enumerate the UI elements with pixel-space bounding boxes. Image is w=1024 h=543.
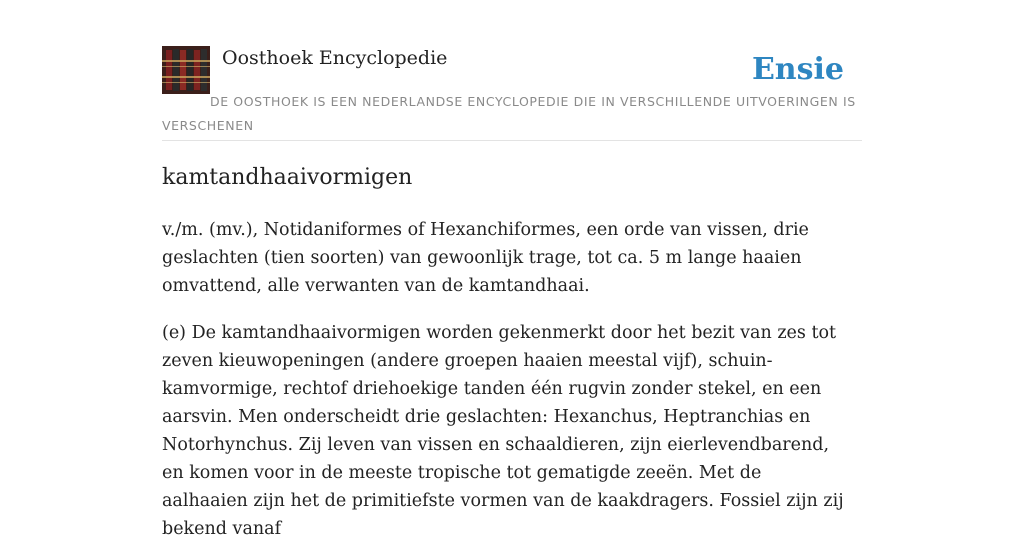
article-title: kamtandhaaivormigen [162, 165, 413, 190]
article-paragraph: (e) De kamtandhaaivormigen worden gekenmerkt door het bezit van zes tot zeven kieuwopeningen (andere groepen haaien meestal vijf), schuin-kamvormige, rechtof driehoekige tanden één rugvin zonder stekel, en een aarsvin. Men onderscheidt drie geslachten: Hexanchus, Heptranchias en Notorhynchus. Zij leven van vissen en schaaldieren, zijn eierlevendbarend, en komen voor in de meeste tropische tot gematigde zeeën. Met de aalhaaien zijn het de primitiefste vormen van de kaakdragers. Fossiel zijn zij bekend vanaf [162, 323, 844, 539]
article-paragraph: v./m. (mv.), Notidaniformes of Hexanchiformes, een orde van vissen, drie geslachten (tien soorten) van gewoonlijk trage, tot ca. 5 m lange haaien omvattend, alle verwanten van de kamtandhaai. [162, 220, 809, 296]
site-header [162, 46, 862, 141]
site-tagline: DE OOSTHOEK IS EEN NEDERLANDSE ENCYCLOPEDIE DIE IN VERSCHILLENDE UITVOERINGEN IS VERSCHENEN [162, 94, 856, 133]
brand-logo[interactable]: Ensie [751, 52, 844, 87]
article [162, 160, 852, 543]
book-spines-icon[interactable] [162, 46, 210, 94]
site-name[interactable]: Oosthoek Encyclopedie [222, 47, 448, 69]
